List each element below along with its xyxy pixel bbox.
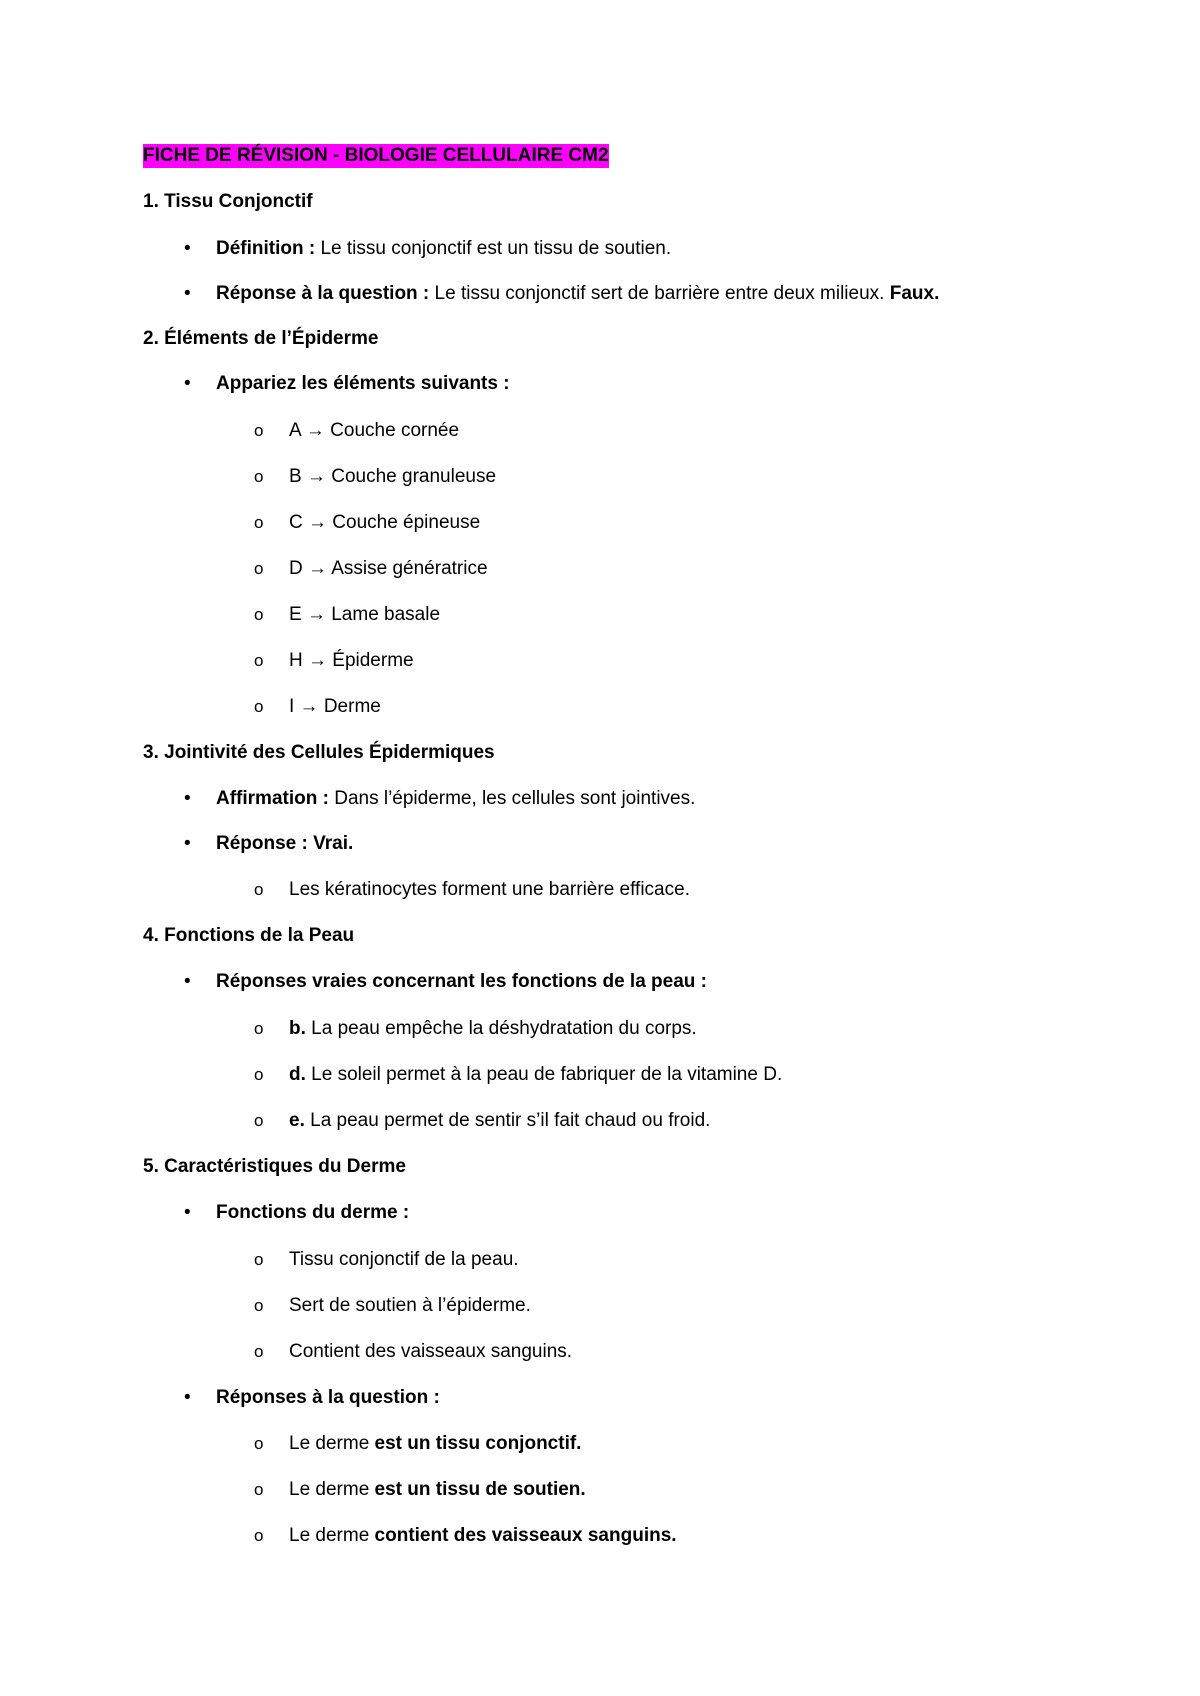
answer-letter: b. [289,1018,306,1039]
list-item-text: D → Assise génératrice [289,558,488,579]
list-item-text: Tissu conjonctif de la peau. [289,1249,519,1270]
answer-letter: d. [289,1064,306,1085]
list-item-text [289,1063,782,1087]
list-item-text: Contient des vaisseaux sanguins. [289,1341,573,1362]
bullet-marker: • [184,1387,191,1408]
sub-bullet-marker: o [254,651,264,670]
item-prefix: Le derme [289,1433,375,1454]
bullet-marker: • [184,238,191,259]
list-item-text: Sert de soutien à l’épiderme. [289,1295,531,1316]
sub-bullet-marker: o [254,1111,264,1130]
sub-bullet-marker: o [254,1250,264,1269]
sub-bullet-marker: o [254,697,264,716]
title-highlight: FICHE DE RÉVISION - BIOLOGIE CELLULAIRE CM2 [143,145,609,166]
answer-letter: e. [289,1110,305,1131]
list-item-text: H → Épiderme [289,650,414,671]
bullet-marker: • [184,1202,191,1223]
section-5-heading: 5. Caractéristiques du Derme [143,1156,406,1177]
bullet-label: Réponses vraies concernant les fonctions de la peau : [216,971,707,992]
section-2-heading: 2. Éléments de l’Épiderme [143,328,379,349]
sub-bullet-marker: o [254,1019,264,1038]
bullet-body: Le tissu conjonctif est un tissu de soutien. [315,238,672,259]
sub-bullet-marker: o [254,1480,264,1499]
sub-bullet-marker: o [254,421,264,440]
list-item-text: B → Couche granuleuse [289,466,497,487]
list-item-text [289,1017,697,1041]
bullet-text [216,237,671,261]
bullet-text [216,282,939,306]
section-3-heading: 3. Jointivité des Cellules Épidermiques [143,742,495,763]
bullet-marker: • [184,788,191,809]
bullet-body: Le tissu conjonctif sert de barrière entre deux milieux. [429,283,890,304]
answer-false: Faux. [889,283,940,304]
bullet-marker: • [184,833,191,854]
bullet-marker: • [184,373,191,394]
sub-bullet-marker: o [254,559,264,578]
sub-bullet-marker: o [254,467,264,486]
sub-bullet-marker: o [254,1526,264,1545]
item-emphasis: est un tissu de soutien. [374,1479,586,1500]
sub-bullet-marker: o [254,605,264,624]
list-item-text: C → Couche épineuse [289,512,481,533]
item-prefix: Le derme [289,1525,375,1546]
sub-bullet-marker: o [254,880,264,899]
bullet-label: Affirmation : [216,788,329,809]
bullet-label: Appariez les éléments suivants : [216,373,510,394]
bullet-text [216,787,695,811]
sub-bullet-marker: o [254,1065,264,1084]
answer-text: Le soleil permet à la peau de fabriquer de la vitamine D. [305,1064,783,1085]
document-title [143,144,609,168]
bullet-marker: • [184,283,191,304]
item-prefix: Le derme [289,1479,375,1500]
sub-bullet-marker: o [254,1434,264,1453]
bullet-label: Définition : [216,238,316,259]
bullet-label: Fonctions du derme : [216,1202,410,1223]
list-item-text [289,1432,581,1456]
item-emphasis: est un tissu conjonctif. [374,1433,582,1454]
bullet-label: Réponse : Vrai. [216,833,354,854]
list-item-text [289,1478,586,1502]
sub-bullet-marker: o [254,1342,264,1361]
section-4-heading: 4. Fonctions de la Peau [143,925,355,946]
list-item-text [289,1109,710,1133]
list-item-text: I → Derme [289,696,381,717]
sub-bullet-marker: o [254,513,264,532]
section-1-heading: 1. Tissu Conjonctif [143,191,313,212]
bullet-label: Réponse à la question : [216,283,430,304]
list-item-text: Les kératinocytes forment une barrière efficace. [289,879,690,900]
list-item-text [289,1524,677,1548]
answer-text: La peau empêche la déshydratation du corps. [305,1018,697,1039]
answer-text: La peau permet de sentir s’il fait chaud ou froid. [304,1110,711,1131]
list-item-text: A → Couche cornée [289,420,460,441]
item-emphasis: contient des vaisseaux sanguins. [374,1525,677,1546]
sub-bullet-marker: o [254,1296,264,1315]
bullet-marker: • [184,971,191,992]
bullet-body: Dans l’épiderme, les cellules sont jointives. [328,788,696,809]
bullet-label: Réponses à la question : [216,1387,440,1408]
list-item-text: E → Lame basale [289,604,441,625]
